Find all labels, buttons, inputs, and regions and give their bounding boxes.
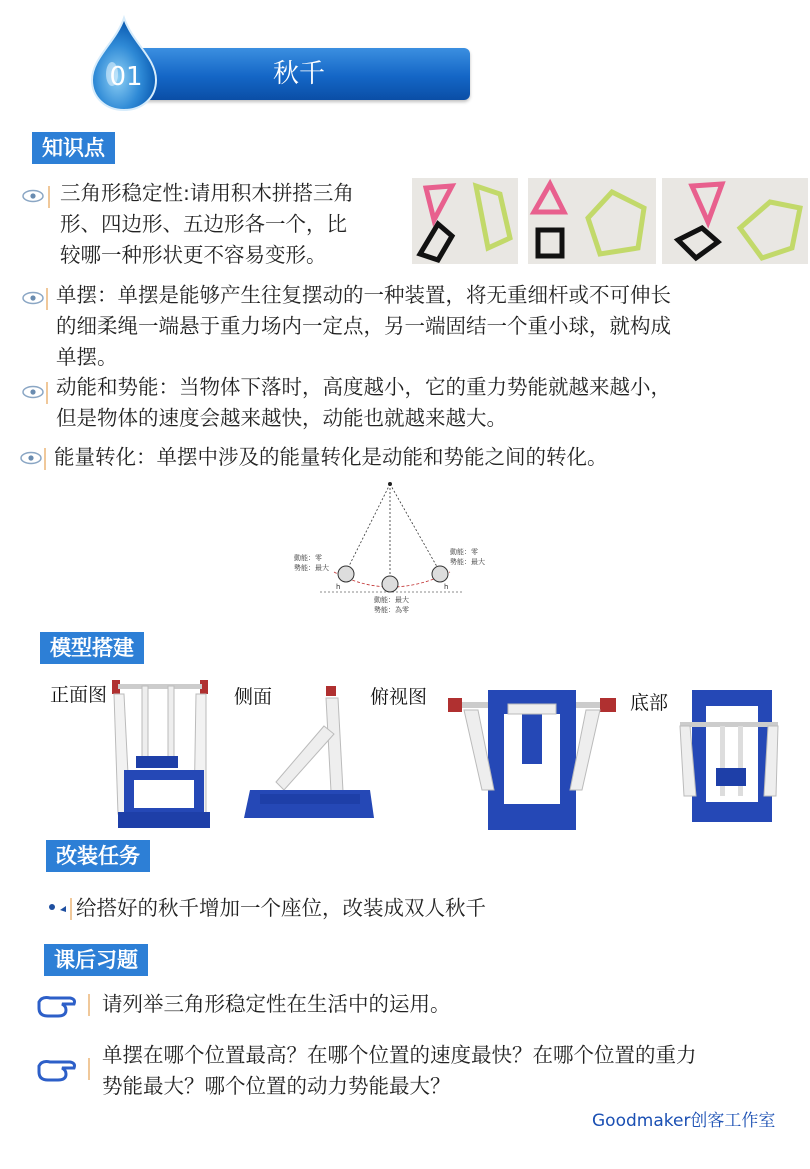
pivot-point <box>388 482 392 486</box>
text-line: 能量转化：单摆中涉及的能量转化是动能和势能之间的转化。 <box>54 445 608 469</box>
view-label-top: 俯视图 <box>370 686 428 708</box>
footer-brand: Goodmaker创客工作室 <box>592 1111 776 1131</box>
bullet-divider <box>88 994 90 1016</box>
text-line: 三角形稳定性:请用积木拼搭三角 <box>60 181 354 205</box>
label-bottom-potential: 勢能：為零 <box>374 606 409 614</box>
eye-icon <box>20 451 42 465</box>
text-line: 的细柔绳一端悬于重力场内一定点，另一端固结一个重小球，就构成 <box>56 314 671 338</box>
label-right-kinetic: 動能：零 <box>450 548 478 556</box>
section-tag-model: 模型搭建 <box>40 632 144 664</box>
shape-photo-3 <box>662 178 808 264</box>
text-line: 单摆：单摆是能够产生往复摆动的一种装置，将无重细杆或不可伸长 <box>56 283 671 307</box>
model-front-view <box>108 674 218 834</box>
view-label-side: 侧面 <box>234 686 273 708</box>
view-label-front: 正面图 <box>50 684 108 706</box>
text-line: 单摆。 <box>56 345 118 369</box>
label-height-right: h <box>444 583 449 591</box>
text-line: 单摆在哪个位置最高？在哪个位置的速度最快？在哪个位置的重力 <box>102 1043 697 1067</box>
pendulum-string-left <box>346 484 390 572</box>
label-left-potential: 勢能：最大 <box>294 564 329 572</box>
label-left-kinetic: 動能：零 <box>294 554 322 562</box>
text-line: 势能最大？哪个位置的动力势能最大？ <box>102 1074 451 1098</box>
bullet-divider <box>48 186 50 208</box>
label-height-left: h <box>336 583 341 591</box>
pendulum-diagram <box>284 478 485 618</box>
section-tag-knowledge: 知识点 <box>32 132 115 164</box>
view-label-bottom: 底部 <box>630 692 669 714</box>
eye-icon <box>22 189 44 203</box>
text-line: 但是物体的速度会越来越快，动能也就越来越大。 <box>56 406 507 430</box>
eye-icon <box>22 385 44 399</box>
text-line: 动能和势能：当物体下落时，高度越小，它的重力势能就越来越小， <box>56 375 671 399</box>
bullet-divider <box>44 448 46 470</box>
homework-item-2 <box>102 1040 806 1102</box>
section-tag-modify: 改装任务 <box>46 840 150 872</box>
knowledge-point-triangle <box>60 178 410 271</box>
text-line: 较哪一种形状更不容易变形。 <box>60 243 327 267</box>
pendulum-ball-right <box>432 566 448 582</box>
text-line: 形、四边形、五边形各一个，比 <box>60 212 347 236</box>
model-side-view <box>240 686 376 824</box>
knowledge-point-pendulum <box>56 280 806 373</box>
pendulum-ball-left <box>338 566 354 582</box>
pen-icon <box>46 902 68 916</box>
bullet-divider <box>46 382 48 404</box>
pendulum-ball-center <box>382 576 398 592</box>
model-bottom-view <box>672 686 786 826</box>
model-top-view <box>444 686 620 836</box>
knowledge-point-energy <box>56 372 806 434</box>
modify-task-text: 给搭好的秋千增加一个座位，改装成双人秋千 <box>76 896 486 920</box>
homework-item-1 <box>102 989 802 1020</box>
text-line: 请列举三角形稳定性在生活中的运用。 <box>102 992 451 1016</box>
bullet-divider <box>70 898 72 920</box>
label-right-potential: 勢能：最大 <box>450 558 485 566</box>
shape-photo-1 <box>412 178 518 264</box>
pendulum-string-right <box>390 484 440 572</box>
label-bottom-kinetic: 動能：最大 <box>374 596 409 604</box>
shape-photo-2 <box>528 178 656 264</box>
eye-icon <box>22 291 44 305</box>
bullet-divider <box>46 288 48 310</box>
chapter-number: 01 <box>109 62 143 92</box>
page-title: 秋千 <box>272 59 325 89</box>
section-tag-homework: 课后习题 <box>44 944 148 976</box>
knowledge-point-conversion <box>54 442 804 473</box>
pointing-hand-icon <box>36 992 78 1020</box>
pointing-hand-icon <box>36 1056 78 1084</box>
bullet-divider <box>88 1058 90 1080</box>
